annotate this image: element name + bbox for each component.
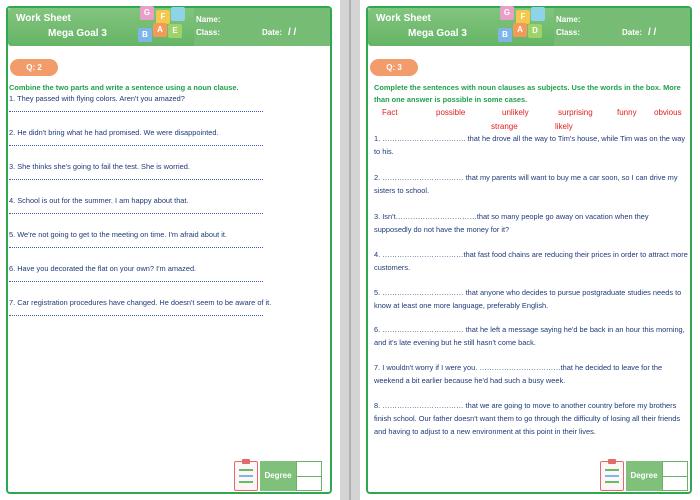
page-border: [6, 6, 332, 494]
student-info-panel: [554, 8, 690, 46]
exercise-item: [9, 263, 327, 282]
worksheet-title: Work Sheet: [376, 13, 431, 24]
student-info-panel: [194, 8, 330, 46]
block-icon: G: [140, 6, 154, 20]
block-icon: G: [500, 6, 514, 20]
exercise-item: 2. …………………………… that my parents will want to buy me a car soon, so I can drive my sisters to school.: [374, 173, 678, 195]
clipboard-clip: [242, 459, 250, 464]
worksheet-title: Work Sheet: [16, 13, 71, 24]
block-icon: A: [153, 23, 167, 37]
block-icon: [171, 7, 185, 21]
exercise-text: 7. Car registration procedures have changed. He doesn't seem to be aware of it.: [9, 298, 272, 307]
answer-line[interactable]: [9, 213, 263, 214]
answer-line[interactable]: [9, 247, 263, 248]
word-option: strange: [491, 122, 518, 131]
name-label: Name:: [196, 15, 221, 24]
word-option: obvious: [654, 108, 682, 117]
question-instruction: Combine the two parts and write a sentence using a noun clause.: [9, 83, 239, 92]
alphabet-blocks-icon: [138, 6, 186, 50]
block-icon: E: [168, 24, 182, 38]
checklist-line: [605, 469, 619, 471]
word-option: funny: [617, 108, 637, 117]
checklist-line: [605, 481, 619, 483]
exercise-text: 1. They passed with flying colors. Aren't you amazed?: [9, 94, 185, 103]
answer-line[interactable]: [9, 111, 263, 112]
worksheet-subtitle: Mega Goal 3: [408, 28, 467, 39]
question-instruction: Complete the sentences with noun clauses as subjects. Use the words in the box. More than one answer is possible in some cases.: [374, 83, 681, 104]
date-label: Date:: [622, 28, 643, 37]
exercise-item: 6. …………………………… that he left a message saying he'd be back in an hour this morning, and it's late evening but he still hasn't come back.: [374, 325, 685, 347]
worksheet-page-left: [0, 0, 340, 500]
block-icon: F: [516, 10, 530, 24]
checklist-line: [239, 481, 253, 483]
degree-label: Degree: [260, 461, 296, 491]
worksheet-page-right: [360, 0, 700, 500]
block-icon: D: [528, 24, 542, 38]
exercise-text: 2. He didn't bring what he had promised. We were disappointed.: [9, 128, 219, 137]
block-icon: B: [498, 28, 512, 42]
grade-field[interactable]: [662, 461, 688, 491]
question-badge: Q: 2: [10, 59, 58, 76]
answer-line[interactable]: [9, 179, 263, 180]
degree-label: Degree: [626, 461, 662, 491]
date-value: / /: [288, 27, 297, 38]
exercise-item: [9, 127, 327, 146]
word-option: Fact: [382, 108, 398, 117]
degree-section: [600, 461, 700, 493]
date-label: Date:: [262, 28, 283, 37]
word-option: likely: [555, 122, 573, 131]
degree-section: [234, 461, 334, 493]
answer-line[interactable]: [9, 315, 263, 316]
clipboard-icon: [600, 461, 624, 491]
checklist-line: [605, 475, 619, 477]
exercise-text: 4. School is out for the summer. I am happy about that.: [9, 196, 189, 205]
clipboard-icon: [234, 461, 258, 491]
date-value: / /: [648, 27, 657, 38]
exercise-item: 5. …………………………… that anyone who decides to pursue postgraduate studies needs to know at least one more language, preferably English.: [374, 288, 682, 310]
exercise-text: 3. She thinks she's going to fail the test. She is worried.: [9, 162, 190, 171]
block-icon: F: [156, 10, 170, 24]
class-label: Class:: [556, 28, 581, 37]
exercise-item: 4. ……………………………that fast food chains are reducing their prices in order to attract more customers.: [374, 250, 688, 272]
grade-divider: [663, 476, 687, 477]
question-badge: Q: 3: [370, 59, 418, 76]
exercise-item: [9, 195, 327, 214]
clipboard-clip: [608, 459, 616, 464]
grade-divider: [297, 476, 321, 477]
name-label: Name:: [556, 15, 581, 24]
block-icon: B: [138, 28, 152, 42]
block-icon: [531, 7, 545, 21]
exercise-item: [9, 93, 327, 112]
exercise-item: [9, 297, 327, 316]
class-label: Class:: [196, 28, 221, 37]
worksheet-subtitle: Mega Goal 3: [48, 28, 107, 39]
exercise-item: [9, 161, 327, 180]
word-option: surprising: [558, 108, 593, 117]
exercise-item: 7. I wouldn't worry if I were you. ……………………………that he decided to leave for the weekend a bit earlier because he'd had such a busy week.: [374, 363, 663, 385]
block-icon: A: [513, 23, 527, 37]
alphabet-blocks-icon: [498, 6, 546, 50]
word-option: unlikely: [502, 108, 529, 117]
answer-line[interactable]: [9, 281, 263, 282]
exercise-item: 8. …………………………… that we are going to move to another country before my brothers finish school. Our father doesn't want them to go through the difficulty of losing all their friends and having to adjust to a new environment at this point in their lives.: [374, 401, 681, 436]
grade-field[interactable]: [296, 461, 322, 491]
exercise-text: 5. We're not going to get to the meeting on time. I'm afraid about it.: [9, 230, 227, 239]
page-separator: [340, 0, 360, 500]
exercise-item: 1. ……………………………. that he drove all the way to Tim's house, while Tim was on the way to his.: [374, 134, 686, 156]
exercise-text: 6. Have you decorated the flat on your own? I'm amazed.: [9, 264, 197, 273]
word-option: possible: [436, 108, 466, 117]
checklist-line: [239, 469, 253, 471]
answer-line[interactable]: [9, 145, 263, 146]
checklist-line: [239, 475, 253, 477]
exercise-item: 3. Isn't……………………………that so many people go away on vacation when they supposedly do not have the money for it?: [374, 212, 649, 234]
exercise-item: [9, 229, 327, 248]
